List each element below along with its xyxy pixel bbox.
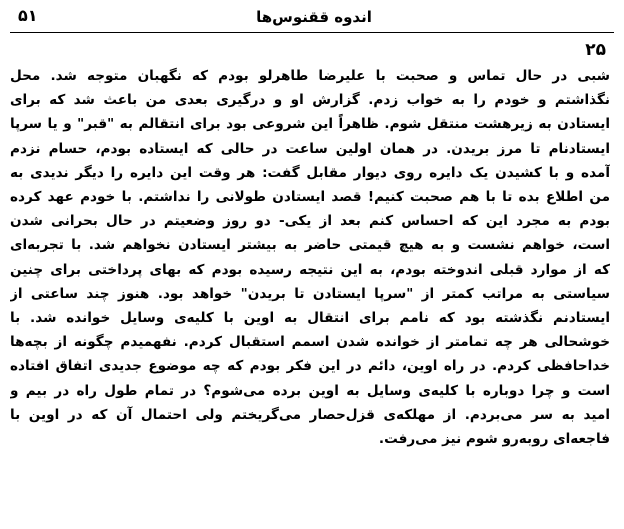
text-line: ایستادنام تا مرز بریدن. در همان اولین ساعت در حالی که ایستاده بودم، حسام نزدم [10, 140, 610, 157]
text-line: ایستادن به زیرهشت منتقل شوم. ظاهراً این شروعی بود برای انتقالم به "قبر" و یا سرپا [10, 116, 610, 133]
running-header [18, 4, 610, 30]
text-line: شبی در حال تماس و صحبت با علیرضا طاهرلو بودم که نگهبان متوجه شد. محل [10, 68, 610, 84]
text-line: آمده و با کشیدن یک دایره روی دیوار مقابل گفت: هر وقت این دایره را دیگر ندیدی به [10, 164, 610, 181]
text-line: نگذاشتم و خودم را به خواب زدم. گزارش او و درگیری بعدی من باعث شد که برای [10, 92, 610, 109]
text-line: فاجعه‌ای روبه‌رو شوم نیز می‌رفت. [378, 431, 610, 448]
book-title: اندوه ققنوس‌ها [256, 8, 372, 26]
text-line: است، خواهم نشست و به هیچ قیمتی حاضر به بیشتر ایستادن نخواهم شد. با تجربه‌ای [10, 237, 610, 254]
page-number: ۵۱ [18, 6, 38, 25]
text-line: خوشحالی هر چه تمامتر از خوانده شدن اسمم استقبال کردم. نفهمیدم چگونه از بچه‌ها [10, 334, 610, 351]
text-line: امید به سر می‌بردم. از مهلکه‌ی قزل‌حصار می‌گریختم ولی احتمال آن که در اوین با [10, 406, 610, 423]
text-line: ایستادنم نگذشته بود که نامم برای انتقال به اوین با کلیه‌ی وسایل خوانده شد. با [10, 310, 610, 327]
text-line: سیاستی به مراتب کمتر از "سرپا ایستادن تا بریدن" خواهد بود. هنوز چند ساعتی از [10, 285, 610, 302]
text-line: من اطلاع بده تا با هم صحبت کنیم! قصد ایستادن طولانی را نداشتم. با خودم عهد کرده [10, 189, 610, 206]
text-line: بودم به مجرد این که احساس کنم بعد از یکی- دو روز وضعیتم در حال بحرانی شدن [10, 213, 610, 230]
section-number: ۲۵ [585, 40, 606, 60]
header-rule [10, 32, 614, 33]
text-line: خداحافظی کردم. در راه اوین، دائم در این فکر بودم که چه موضوع جدیدی اتفاق افتاده [10, 358, 610, 375]
text-line: که از موارد قبلی اندوخته بودم، به این نتیجه رسیده بودم که بهای پرداختی برای چنین [10, 261, 610, 278]
text-line: است و چرا دوباره با کلیه‌ی وسایل به اوین برده می‌شوم؟ در تمام طول راه در بیم و [10, 382, 610, 399]
body-paragraph [10, 64, 610, 451]
